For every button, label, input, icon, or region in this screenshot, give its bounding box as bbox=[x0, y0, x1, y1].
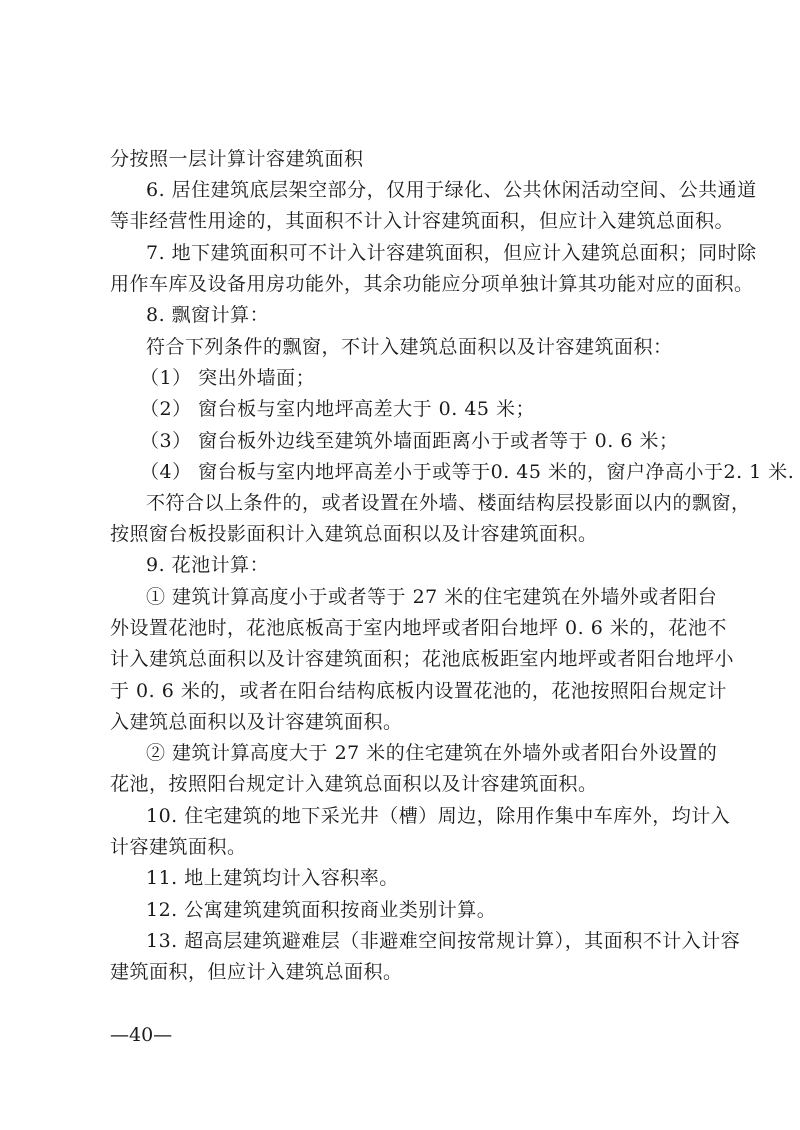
text-line: 入建筑总面积以及计容建筑面积。 bbox=[110, 711, 403, 733]
text-line: ① 建筑计算高度小于或者等于 27 米的住宅建筑在外墙外或者阳台 bbox=[146, 586, 718, 608]
text-line: ② 建筑计算高度大于 27 米的住宅建筑在外墙外或者阳台外设置的 bbox=[146, 742, 718, 764]
text-line: 13. 超高层建筑避难层（非避难空间按常规计算），其面积不计入计容 bbox=[146, 930, 741, 952]
text-line: （3） 窗台板外边线至建筑外墙面距离小于或者等于 0. 6 米； bbox=[140, 430, 679, 452]
text-line: 9. 花池计算： bbox=[146, 554, 270, 576]
text-line: 按照窗台板投影面积计入建筑总面积以及计容建筑面积。 bbox=[110, 523, 598, 545]
text-line: 8. 飘窗计算： bbox=[146, 304, 270, 326]
text-line: 7. 地下建筑面积可不计入计容建筑面积，但应计入建筑总面积；同时除 bbox=[146, 242, 757, 264]
text-line: 12. 公寓建筑建筑面积按商业类别计算。 bbox=[146, 899, 497, 921]
text-line: 用作车库及设备用房功能外，其余功能应分项单独计算其功能对应的面积。 bbox=[110, 273, 754, 295]
text-line: 花池，按照阳台规定计入建筑总面积以及计容建筑面积。 bbox=[110, 773, 598, 795]
text-line: 分按照一层计算计容建筑面积 bbox=[110, 148, 364, 170]
page-number: —40— bbox=[110, 1024, 173, 1046]
text-line: 10. 住宅建筑的地下采光井（槽）周边，除用作集中车库外，均计入 bbox=[146, 805, 731, 827]
text-line: 建筑面积，但应计入建筑总面积。 bbox=[110, 961, 403, 983]
text-line: 计容建筑面积。 bbox=[110, 836, 247, 858]
text-line: （4） 窗台板与室内地坪高差小于或等于0. 45 米的，窗户净高小于2. 1 米. bbox=[140, 461, 795, 483]
text-line: 计入建筑总面积以及计容建筑面积；花池底板距室内地坪或者阳台地坪小 bbox=[110, 648, 735, 670]
text-line: 6. 居住建筑底层架空部分，仅用于绿化、公共休闲活动空间、公共通道 bbox=[146, 179, 757, 201]
text-line: 符合下列条件的飘窗，不计入建筑总面积以及计容建筑面积： bbox=[146, 336, 673, 358]
text-line: （1） 突出外墙面； bbox=[140, 367, 316, 389]
text-line: 等非经营性用途的，其面积不计入计容建筑面积，但应计入建筑总面积。 bbox=[110, 210, 735, 232]
text-line: 外设置花池时，花池底板高于室内地坪或者阳台地坪 0. 6 米的，花池不 bbox=[110, 617, 727, 639]
text-line: 不符合以上条件的，或者设置在外墙、楼面结构层投影面以内的飘窗， bbox=[146, 492, 751, 514]
text-line: 11. 地上建筑均计入容积率。 bbox=[146, 867, 399, 889]
text-line: （2） 窗台板与室内地坪高差大于 0. 45 米； bbox=[140, 398, 536, 420]
text-line: 于 0. 6 米的，或者在阳台结构底板内设置花池的，花池按照阳台规定计 bbox=[110, 680, 727, 702]
